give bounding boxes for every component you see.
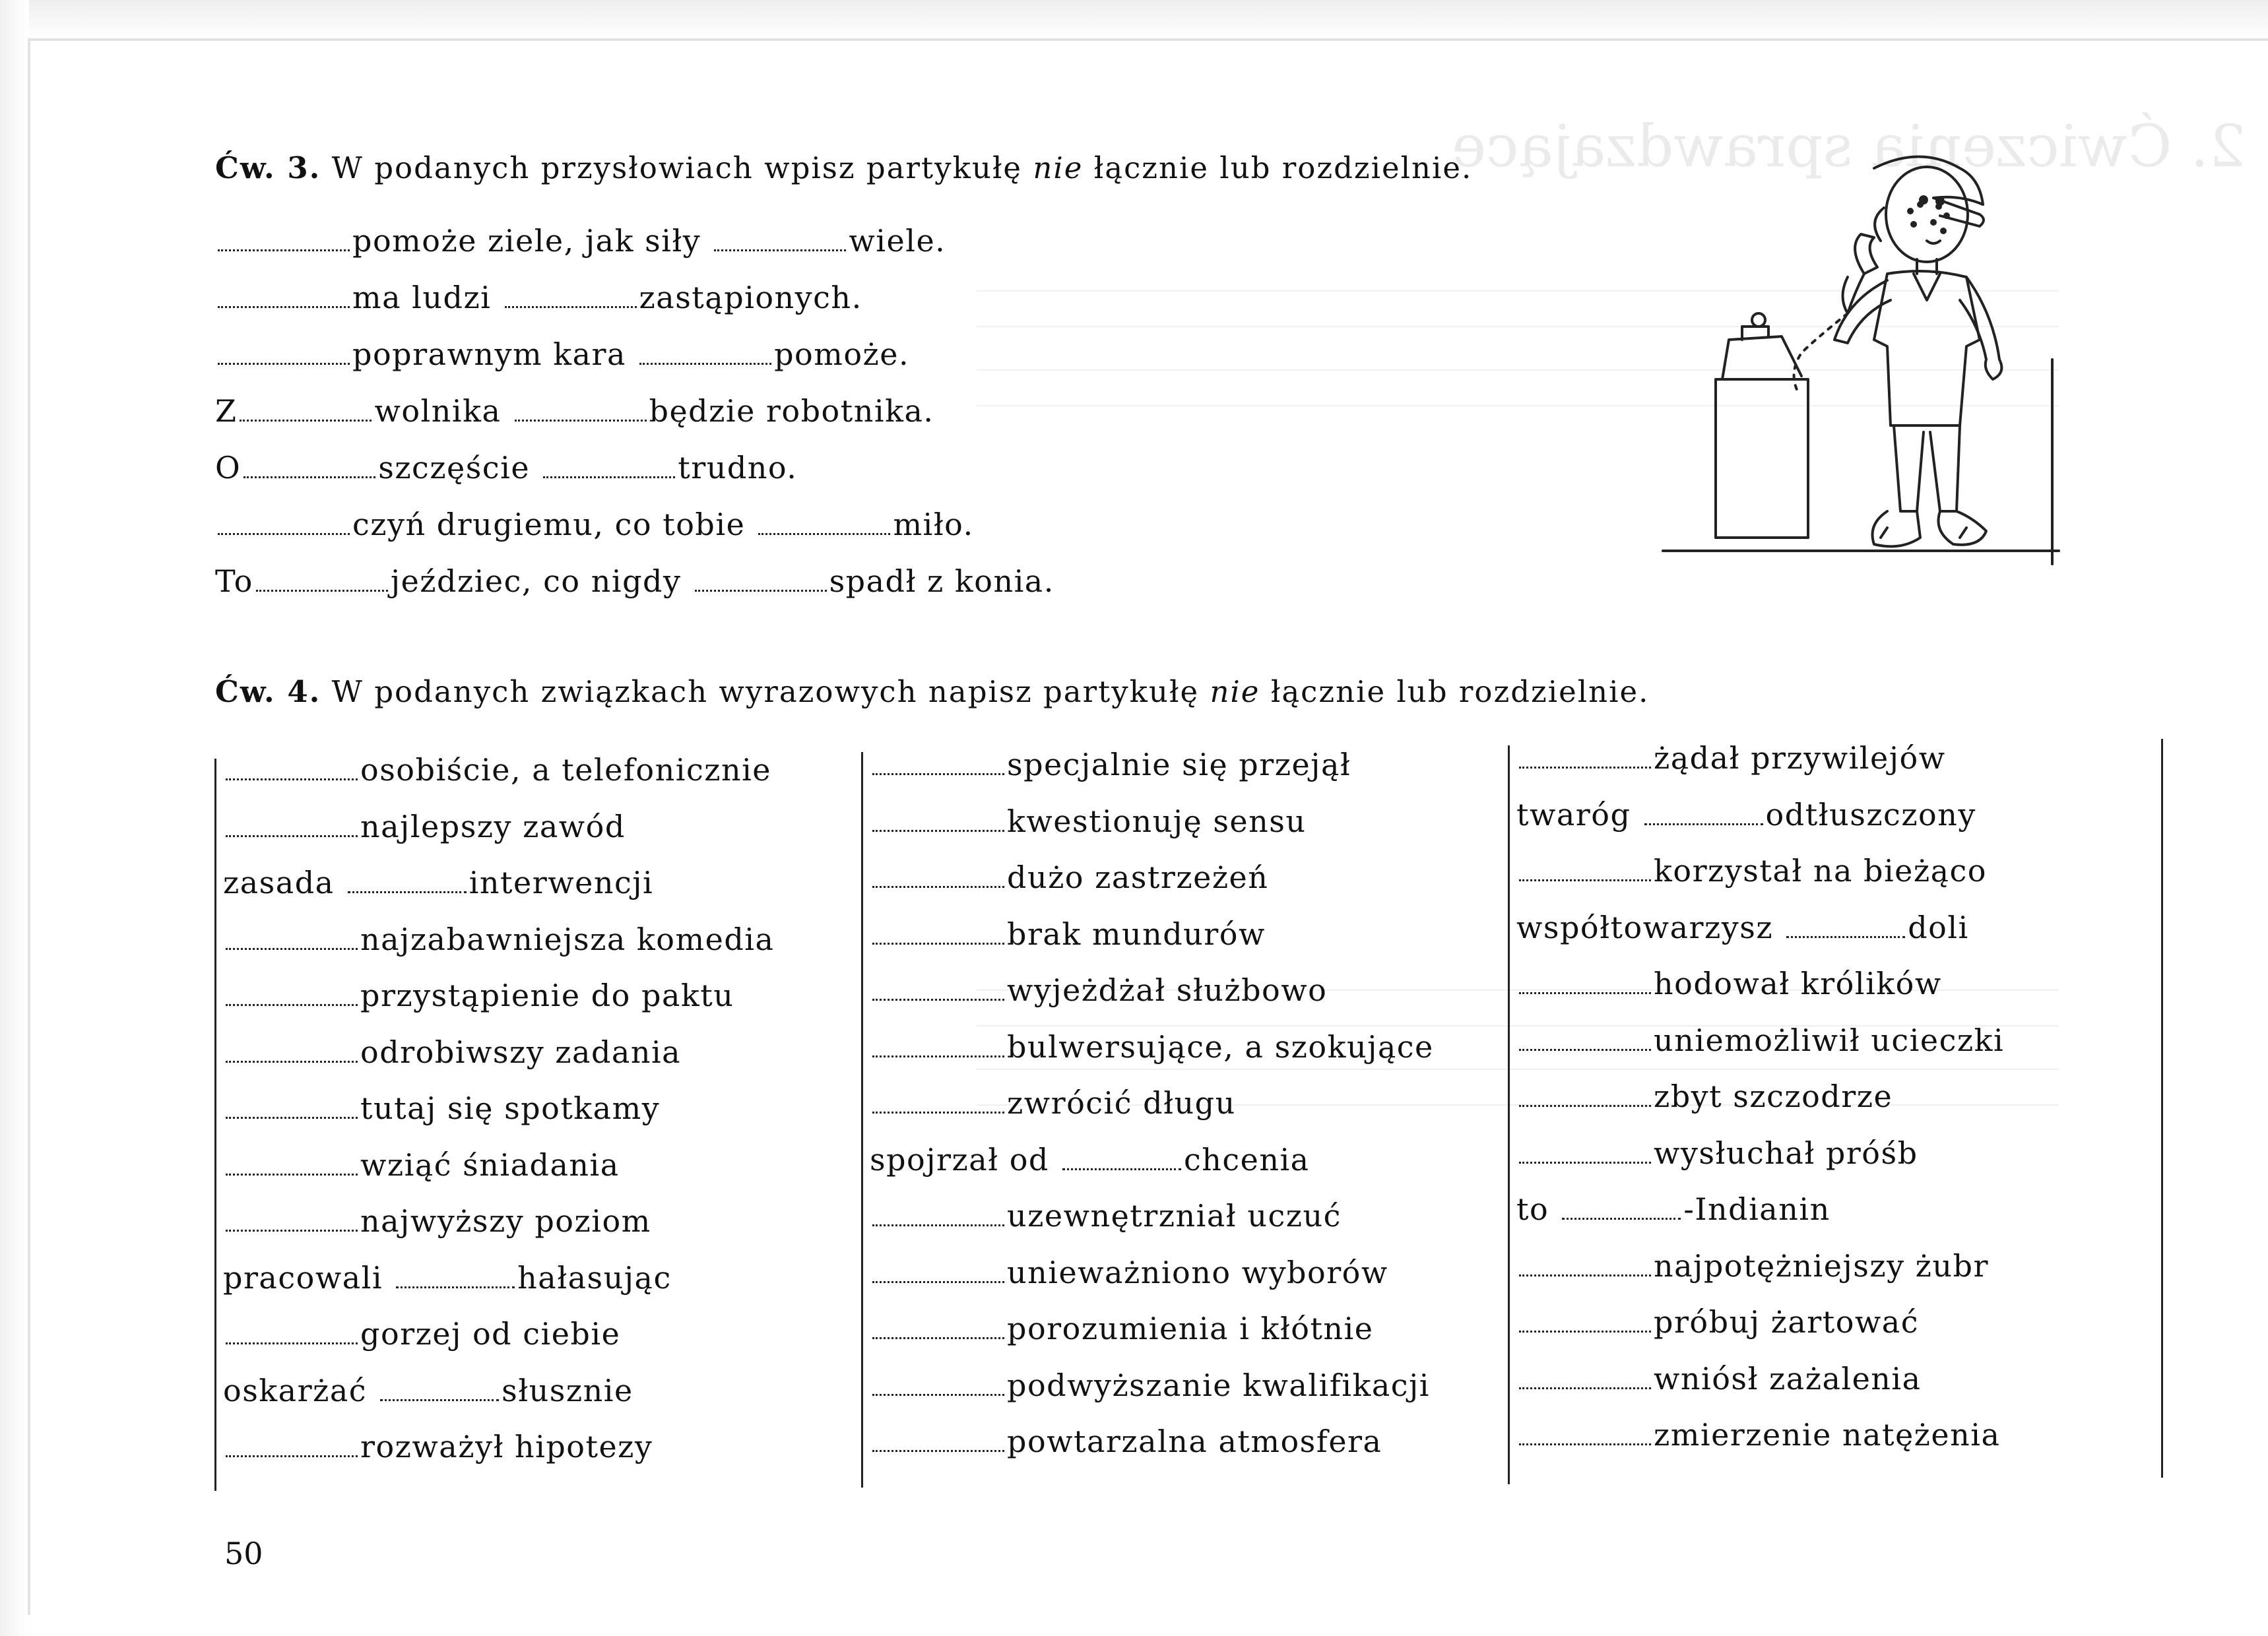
answer-blank[interactable]: [243, 456, 375, 478]
proverb-line: [215, 507, 974, 542]
proverb-start-word: To: [215, 563, 253, 599]
answer-blank[interactable]: [218, 286, 350, 308]
answer-blank[interactable]: [1519, 1085, 1651, 1107]
proverb-end-text: zastąpionych.: [639, 280, 862, 315]
phrase-text: chcenia: [1183, 1141, 1310, 1178]
phrase-text: gorzej od ciebie: [360, 1316, 621, 1352]
answer-blank[interactable]: [695, 570, 827, 592]
phrase-text: korzystał na bieżąco: [1654, 853, 1988, 889]
phrase-line: [870, 1198, 1342, 1234]
proverb-line: [215, 223, 946, 259]
exercise-3-instruction-end: łącznie lub rozdzielnie.: [1083, 150, 1473, 185]
phrase-line: [1516, 1417, 2000, 1453]
page-number: 50: [224, 1536, 263, 1571]
answer-blank[interactable]: [872, 1317, 1004, 1339]
phrase-line: [223, 865, 653, 900]
phrase-line: [870, 916, 1266, 952]
column-3-rule: [1508, 745, 1510, 1484]
phrase-line: [870, 803, 1307, 839]
proverb-middle-text: szczęście: [378, 450, 531, 486]
phrase-text: porozumienia i kłótnie: [1007, 1311, 1374, 1346]
answer-blank[interactable]: [226, 1041, 358, 1063]
phrase-text: odrobiwszy zadania: [360, 1034, 682, 1070]
column-4-rule: [2161, 739, 2163, 1478]
exercise-4-instruction-end: łącznie lub rozdzielnie.: [1260, 674, 1650, 709]
proverb-end-text: będzie robotnika.: [649, 393, 934, 429]
scan-edge-top: [0, 0, 2268, 40]
proverb-line: [215, 280, 862, 315]
proverb-end-text: miło.: [893, 507, 974, 542]
boy-on-telephone-illustration: [1650, 142, 2079, 630]
answer-blank[interactable]: [1062, 1148, 1181, 1170]
phrase-line: [223, 922, 774, 957]
proverb-line: [215, 450, 797, 486]
answer-blank[interactable]: [505, 286, 637, 308]
exercise-3-keyword: nie: [1033, 150, 1084, 185]
phrase-line: [223, 809, 626, 844]
phrase-text: najlepszy zawód: [360, 808, 626, 844]
phrase-text: żądał przywilejów: [1654, 740, 1946, 776]
phrase-text: najpotężniejszy żubr: [1654, 1247, 1989, 1284]
phrase-line: [1516, 966, 1942, 1001]
phrase-prefix: współtowarzysz: [1516, 909, 1774, 945]
answer-blank[interactable]: [1644, 803, 1763, 825]
phrase-prefix: spojrzał od: [870, 1141, 1049, 1178]
answer-blank[interactable]: [226, 928, 358, 950]
proverb-middle-text: czyń drugiemu, co tobie: [352, 507, 746, 542]
phrase-text: zbyt szczodrze: [1654, 1079, 1893, 1114]
phrase-text: powtarzalna atmosfera: [1007, 1424, 1382, 1459]
answer-blank[interactable]: [872, 1036, 1004, 1057]
exercise-3-heading: [215, 150, 1472, 185]
answer-blank[interactable]: [380, 1379, 499, 1401]
answer-blank[interactable]: [396, 1267, 515, 1288]
phrase-line: [870, 1029, 1434, 1065]
answer-blank[interactable]: [226, 1435, 358, 1457]
phrase-text: unieważniono wyborów: [1007, 1254, 1388, 1290]
phrase-text: -Indianin: [1683, 1191, 1831, 1227]
answer-blank[interactable]: [218, 513, 350, 535]
proverb-middle-text: poprawnym kara: [352, 336, 626, 372]
phrase-line: [870, 1311, 1374, 1346]
answer-blank[interactable]: [872, 923, 1004, 945]
phrase-text: wysłuchał próśb: [1654, 1135, 1918, 1171]
phrase-line: [223, 1260, 672, 1296]
answer-blank[interactable]: [1519, 1311, 1651, 1333]
phrase-text: specjalnie się przejął: [1007, 747, 1351, 782]
phrase-line: [223, 1429, 653, 1464]
phrase-text: kwestionuję sensu: [1007, 803, 1307, 839]
phrase-prefix: pracowali: [223, 1259, 383, 1296]
answer-blank[interactable]: [543, 456, 675, 478]
phrase-text: uzewnętrzniał uczuć: [1007, 1198, 1342, 1234]
phrase-prefix: oskarżać: [223, 1372, 368, 1408]
phrase-prefix: zasada: [223, 865, 335, 900]
exercise-4-keyword: nie: [1210, 674, 1260, 709]
answer-blank[interactable]: [1519, 1142, 1651, 1164]
proverb-line: [215, 563, 1054, 599]
answer-blank[interactable]: [256, 570, 388, 592]
phrase-text: osobiście, a telefonicznie: [360, 752, 772, 788]
page-border-top: [28, 38, 2268, 41]
exercise-4-label: Ćw. 4.: [215, 674, 321, 709]
phrase-line: [223, 1090, 660, 1126]
proverb-middle-text: jeździec, co nigdy: [390, 563, 682, 599]
answer-blank[interactable]: [226, 759, 358, 780]
answer-blank[interactable]: [1519, 1029, 1651, 1051]
answer-blank[interactable]: [872, 866, 1004, 888]
proverb-end-text: pomoże.: [774, 336, 910, 372]
phrase-text: odtłuszczony: [1765, 796, 1976, 833]
phrase-text: hodował królików: [1654, 966, 1942, 1001]
scan-edge-left: [0, 0, 29, 1636]
phrase-text: słusznie: [502, 1372, 633, 1408]
phrase-text: zmierzenie natężenia: [1654, 1417, 2001, 1453]
phrase-line: [1516, 1135, 1918, 1171]
phrase-line: [1516, 1248, 1989, 1284]
phrase-line: [870, 747, 1351, 782]
answer-blank[interactable]: [714, 230, 846, 251]
phrase-line: [223, 978, 734, 1013]
phrase-line: [1516, 910, 1969, 945]
answer-blank[interactable]: [240, 400, 372, 422]
answer-blank[interactable]: [226, 815, 358, 837]
answer-blank[interactable]: [226, 1097, 358, 1119]
phrase-line: [223, 1203, 651, 1239]
phrase-text: wniósł zażalenia: [1654, 1360, 1922, 1397]
phrase-line: [1516, 1304, 1919, 1340]
phrase-text: rozważył hipotezy: [360, 1429, 653, 1464]
answer-blank[interactable]: [872, 1261, 1004, 1283]
phrase-line: [223, 1147, 620, 1183]
answer-blank[interactable]: [872, 1374, 1004, 1396]
phrase-text: brak mundurów: [1007, 916, 1266, 952]
phrase-text: wziąć śniadania: [360, 1147, 620, 1183]
phrase-line: [870, 1142, 1310, 1178]
phrase-text: doli: [1908, 909, 1969, 945]
phrase-line: [223, 1373, 633, 1408]
exercise-4-heading: [215, 674, 1649, 709]
column-2-rule: [861, 752, 863, 1488]
answer-blank[interactable]: [872, 753, 1004, 775]
phrase-text: interwencji: [469, 865, 654, 900]
answer-blank[interactable]: [872, 1430, 1004, 1452]
phrase-line: [1516, 1022, 2004, 1058]
column-1-rule: [214, 759, 216, 1491]
proverb-start-word: Z: [215, 393, 238, 429]
proverb-middle-text: ma ludzi: [352, 280, 492, 315]
phrase-line: [870, 1085, 1236, 1121]
phrase-text: uniemożliwił ucieczki: [1654, 1022, 2005, 1058]
phrase-text: próbuj żartować: [1654, 1304, 1919, 1340]
exercise-3-instruction-start: W podanych przysłowiach wpisz partykułę: [331, 150, 1033, 185]
answer-blank[interactable]: [1519, 1255, 1651, 1276]
phrase-text: dużo zastrzeżeń: [1007, 860, 1269, 895]
answer-blank[interactable]: [1519, 972, 1651, 994]
answer-blank[interactable]: [226, 1210, 358, 1232]
phrase-prefix: to: [1516, 1191, 1549, 1227]
phrase-line: [223, 752, 771, 788]
phrase-prefix: twaróg: [1516, 796, 1631, 833]
phrase-line: [1516, 1191, 1831, 1227]
proverb-line: [215, 393, 934, 429]
answer-blank[interactable]: [872, 1092, 1004, 1114]
exercise-4-instruction-start: W podanych związkach wyrazowych napisz partykułę: [331, 674, 1210, 709]
phrase-text: przystąpienie do paktu: [360, 978, 734, 1013]
phrase-line: [870, 860, 1268, 895]
phrase-line: [1516, 853, 1987, 889]
phrase-text: najwyższy poziom: [360, 1203, 651, 1239]
answer-blank[interactable]: [758, 513, 890, 535]
phrase-line: [870, 1255, 1388, 1290]
answer-blank[interactable]: [218, 343, 350, 365]
phrase-text: wyjeżdżał służbowo: [1007, 972, 1328, 1008]
show-through-heading: 2. Ćwiczenia sprawdzające: [1452, 112, 2246, 180]
phrase-text: zwrócić długu: [1007, 1085, 1236, 1121]
phrase-text: hałasując: [517, 1259, 672, 1296]
phrase-line: [1516, 1079, 1893, 1114]
answer-blank[interactable]: [226, 984, 358, 1006]
answer-blank[interactable]: [1786, 916, 1905, 938]
phrase-line: [870, 1368, 1430, 1403]
answer-blank[interactable]: [1519, 1368, 1651, 1389]
answer-blank[interactable]: [872, 979, 1004, 1001]
proverb-end-text: spadł z konia.: [829, 563, 1054, 599]
phrase-line: [1516, 1361, 1922, 1397]
answer-blank[interactable]: [639, 343, 771, 365]
phrase-line: [1516, 740, 1946, 776]
proverb-start-word: O: [215, 450, 242, 486]
answer-blank[interactable]: [1562, 1198, 1681, 1220]
proverb-middle-text: wolnika: [374, 393, 502, 429]
answer-blank[interactable]: [1519, 747, 1651, 769]
answer-blank[interactable]: [226, 1154, 358, 1176]
answer-blank[interactable]: [226, 1323, 358, 1344]
answer-blank[interactable]: [1519, 1424, 1651, 1445]
answer-blank[interactable]: [1519, 860, 1651, 881]
exercise-3-label: Ćw. 3.: [215, 150, 321, 185]
phrase-text: bulwersujące, a szokujące: [1007, 1028, 1434, 1065]
phrase-line: [223, 1316, 620, 1352]
answer-blank[interactable]: [872, 1205, 1004, 1226]
phrase-text: najzabawniejsza komedia: [360, 921, 775, 957]
phrase-line: [1516, 797, 1976, 833]
phrase-line: [870, 1424, 1382, 1459]
page-border-left: [28, 38, 30, 1615]
proverb-end-text: wiele.: [849, 223, 946, 259]
phrase-text: tutaj się spotkamy: [360, 1090, 661, 1126]
answer-blank[interactable]: [515, 400, 647, 422]
proverb-line: [215, 336, 909, 372]
answer-blank[interactable]: [348, 871, 467, 893]
proverb-middle-text: pomoże ziele, jak siły: [352, 223, 701, 259]
phrase-line: [870, 972, 1327, 1008]
answer-blank[interactable]: [218, 230, 350, 251]
phrase-text: podwyższanie kwalifikacji: [1007, 1367, 1431, 1403]
answer-blank[interactable]: [872, 810, 1004, 832]
phrase-line: [223, 1034, 681, 1070]
proverb-end-text: trudno.: [678, 450, 798, 486]
